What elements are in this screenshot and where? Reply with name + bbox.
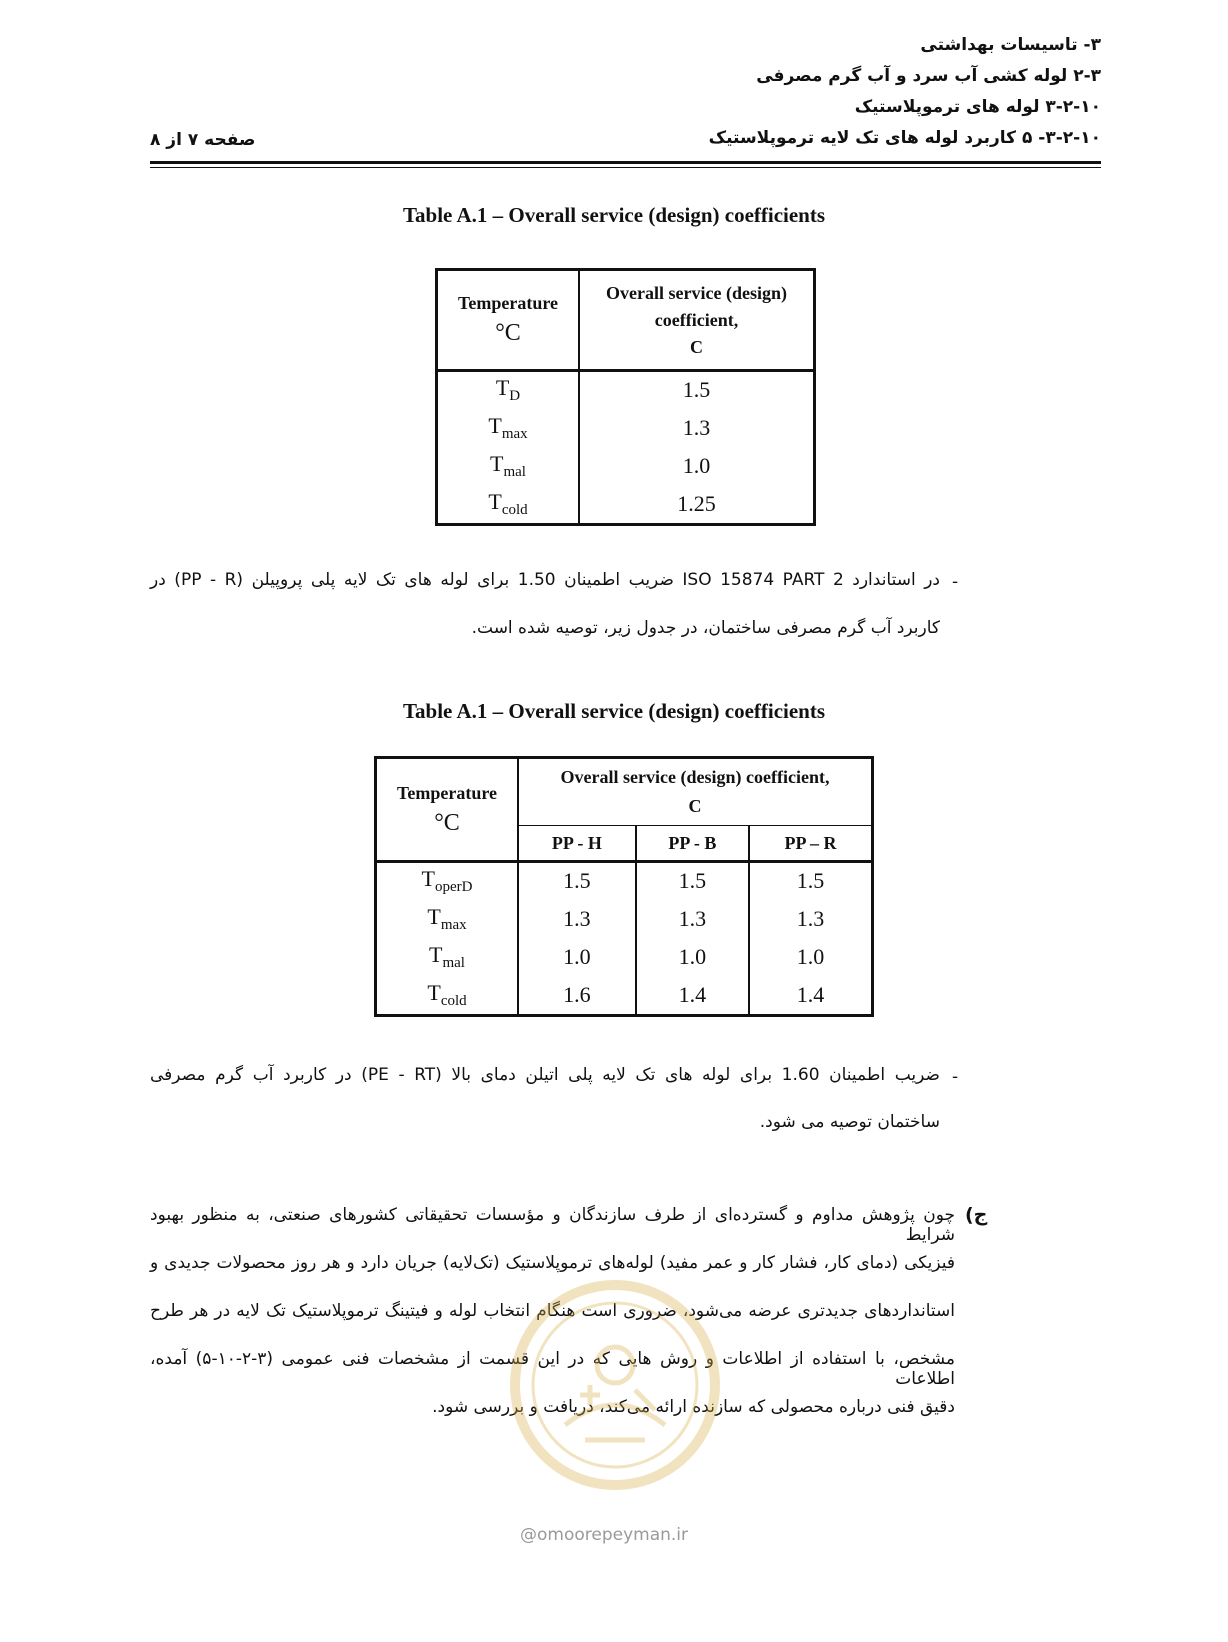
- table-row: [376, 976, 873, 1016]
- para-c-line4: مشخص، با استفاده از اطلاعات و روش هایی که در این قسمت از مشخصات فنی عمومی (۳-۲-۱۰-۵) آمده، اطلاعات: [150, 1349, 955, 1389]
- pp-h-cell: 1.6: [518, 976, 636, 1016]
- pp-b-cell: 1.0: [636, 938, 749, 976]
- para-c-line2: فیزیکی (دمای کار، فشار کار و عمر مفید) لوله‌های ترموپلاستیک (تک‌لایه) جریان دارد و هر روز محصولات جدیدی و: [150, 1253, 955, 1273]
- para-c-marker: ج): [965, 1204, 988, 1226]
- table1-header-temperature: [437, 270, 580, 371]
- temperature-cell: $T_{max}$: [488, 412, 528, 442]
- page-header: [150, 30, 1101, 154]
- table1-header-temperature-label: Temperature: [458, 293, 558, 313]
- table2-header-coefficient: [518, 758, 873, 826]
- seal-logo-icon: [505, 1275, 725, 1495]
- watermark-url: @omoorepeyman.ir: [520, 1525, 689, 1545]
- header-rule-thick: [150, 161, 1101, 164]
- pp-h-cell: 1.0: [518, 938, 636, 976]
- bullet2-dash: -: [952, 1067, 959, 1087]
- table1: [435, 268, 816, 526]
- temperature-cell: $T_{cold}$: [427, 979, 467, 1009]
- table2-header-temperature-label: Temperature: [397, 782, 497, 803]
- table2-header-coef-l1: Overall service (design) coefficient,: [560, 767, 830, 787]
- table1-header-coef-l1: Overall service (design): [606, 282, 787, 303]
- table2-header-temperature: [376, 758, 519, 862]
- bullet2-line1: ضریب اطمینان 1.60 برای لوله های تک لایه پلی اتیلن دمای بالا (PE - RT) در کاربرد آب گرم مصرفی: [150, 1065, 940, 1085]
- bullet2-line2: ساختمان توصیه می شود.: [759, 1112, 940, 1132]
- table2-header-pp-r: PP – R: [749, 826, 873, 862]
- table1-caption: Table A.1 – Overall service (design) coefficients: [402, 203, 826, 227]
- table-row: [376, 900, 873, 938]
- bullet1-line1: در استاندارد ISO 15874 PART 2 ضریب اطمینان 1.50 برای لوله های تک لایه پلی پروپیلن (PP - R) در: [150, 570, 940, 590]
- pp-b-cell: 1.5: [636, 862, 749, 900]
- table2: [374, 756, 874, 1017]
- table-row: [437, 447, 815, 485]
- pp-b-cell: 1.4: [636, 976, 749, 1016]
- table-row: [376, 862, 873, 900]
- table1-header-coef-l2: coefficient,: [654, 309, 739, 330]
- table1-header-coef-l3: C: [690, 336, 703, 357]
- bullet1-line2: کاربرد آب گرم مصرفی ساختمان، در جدول زیر، توصیه شده است.: [471, 618, 940, 638]
- bullet1-dash: -: [952, 572, 959, 592]
- table2-header-pp-b: PP - B: [636, 826, 749, 862]
- para-c-line5: دقیق فنی درباره محصولی که سازنده ارائه می‌کند، دریافت و بررسی شود.: [432, 1397, 955, 1417]
- coefficient-cell: 1.5: [579, 371, 815, 409]
- table1-header-coefficient: [579, 270, 815, 371]
- table1-header-unit: °C: [495, 320, 521, 346]
- header-rule-thin: [150, 167, 1101, 168]
- temperature-cell: $T_{max}$: [427, 903, 467, 933]
- pp-r-cell: 1.3: [749, 900, 873, 938]
- temperature-cell: $T_{mal}$: [429, 941, 465, 971]
- para-c-line1: چون پژوهش مداوم و گسترده‌ای از طرف سازندگان و مؤسسات تحقیقاتی کشورهای صنعتی، به منظور بهبود شرایط: [150, 1205, 955, 1245]
- temperature-cell: $T_{operD}$: [376, 862, 519, 900]
- coefficient-cell: 1.25: [579, 485, 815, 525]
- temperature-cell: $T_{mal}$: [490, 450, 526, 480]
- pp-b-cell: 1.3: [636, 900, 749, 938]
- header-line-4: ۳-۲-۱۰- ۵ کاربرد لوله های تک لایه ترموپلاستیک: [708, 128, 1101, 148]
- header-line-3: ۳-۲-۱۰ لوله های ترموپلاستیک: [854, 97, 1101, 117]
- temperature-cell: $T_{cold}$: [488, 488, 528, 518]
- pp-r-cell: 1.4: [749, 976, 873, 1016]
- para-c-line3: استانداردهای جدیدتری عرضه می‌شود، ضروری است هنگام انتخاب لوله و فیتینگ ترموپلاستیک تک لایه در هر طرح: [150, 1301, 955, 1321]
- table-row: [437, 485, 815, 525]
- pp-h-cell: 1.5: [518, 862, 636, 900]
- table2-caption: Table A.1 – Overall service (design) coefficients: [402, 699, 826, 723]
- header-line-1: ۳- تاسیسات بهداشتی: [920, 35, 1101, 55]
- table2-header-unit: °C: [434, 809, 460, 836]
- table2-header-pp-h: PP - H: [518, 826, 636, 862]
- header-line-2: ۲-۳ لوله کشی آب سرد و آب گرم مصرفی: [756, 66, 1101, 86]
- table-row: [437, 371, 815, 409]
- table-row: [376, 938, 873, 976]
- table2-header-coef-l2: C: [688, 796, 702, 816]
- coefficient-cell: 1.3: [579, 409, 815, 447]
- pp-r-cell: 1.5: [749, 862, 873, 900]
- table-row: [437, 409, 815, 447]
- temperature-cell: $T_D$: [437, 371, 580, 409]
- pp-r-cell: 1.0: [749, 938, 873, 976]
- pp-h-cell: 1.3: [518, 900, 636, 938]
- page-number: صفحه ۷ از ۸: [150, 130, 256, 150]
- coefficient-cell: 1.0: [579, 447, 815, 485]
